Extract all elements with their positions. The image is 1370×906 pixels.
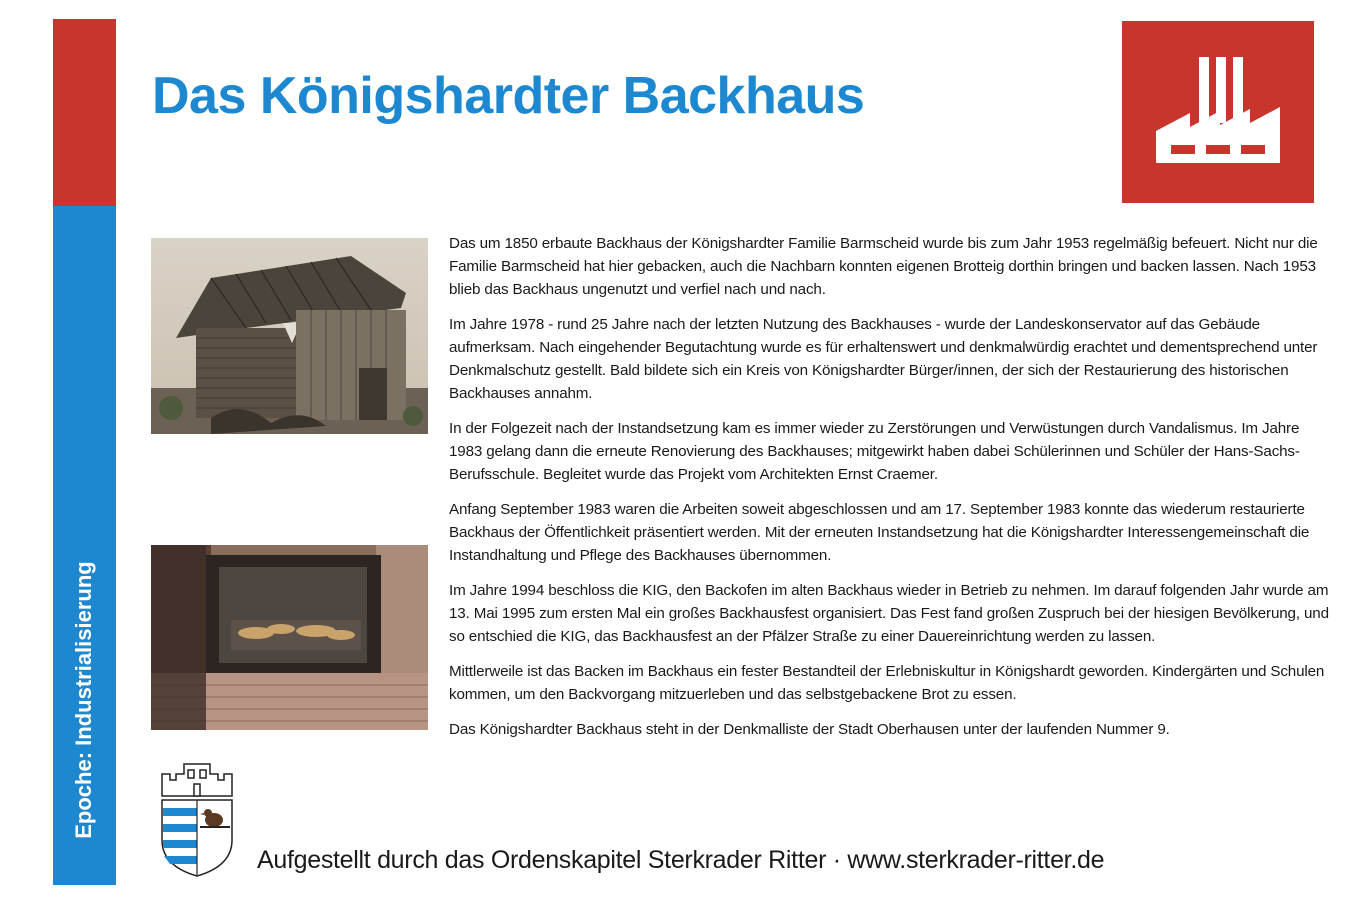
- backhaus-ruin-photo: [151, 238, 428, 434]
- page-title: Das Königshardter Backhaus: [152, 67, 865, 125]
- paragraph: Im Jahre 1978 - rund 25 Jahre nach der letzten Nutzung des Backhauses - wurde der Landeskonservator auf das Gebäude aufmerksam. Nach eingehender Begutachtung wurde es für erhaltenswert und denkmalwürdig erachtet und dementsprechend unter Denkmalschutz gestellt. Bald bildete sich ein Kreis von Königshardter Bürger/innen, der sich der Restaurierung des historischen Backhauses annahm.: [449, 316, 1318, 402]
- paragraph: Im Jahre 1994 beschloss die KIG, den Backofen im alten Backhaus wieder in Betrieb zu nehmen. Im darauf folgenden Jahr wurde am 13. Mai 1995 zum ersten Mal ein großes Backhausfest organisiert. Das Fest fand großen Zuspruch bei der hiesigen Bevölkerung, und so entschied die KIG, das Backhausfest an der Pfälzer Straße zu einer Dauereinrichtung werden zu lassen.: [449, 582, 1329, 645]
- sidebar-red-band: [53, 19, 116, 206]
- body-text: [449, 232, 1329, 753]
- factory-icon: [1122, 21, 1314, 203]
- paragraph: Mittlerweile ist das Backen im Backhaus ein fester Bestandteil der Erlebniskultur in Königshardt geworden. Kindergärten und Schulen kommen, um den Backvorgang mitzuerleben und das selbstgebackene Brot zu essen.: [449, 663, 1325, 703]
- paragraph: Das Königshardter Backhaus steht in der Denkmalliste der Stadt Oberhausen unter der laufenden Nummer 9.: [449, 721, 1170, 738]
- paragraph: Das um 1850 erbaute Backhaus der Königshardter Familie Barmscheid wurde bis zum Jahr 1953 regelmäßig befeuert. Nicht nur die Familie Barmscheid hat hier gebacken, auch die Nachbarn konnten eigenen Brotteig dorthin bringen und backen lassen. Nach 1953 blieb das Backhaus ungenutzt und verfiel nach und nach.: [449, 235, 1318, 298]
- paragraph: In der Folgezeit nach der Instandsetzung kam es immer wieder zu Zerstörungen und Verwüstungen durch Vandalismus. Im Jahre 1983 gelang dann die erneute Renovierung des Backhauses; mitgewirkt haben dabei Schülerinnen und Schüler der Hans-Sachs-Berufsschule. Begleitet wurde das Projekt vom Architekten Ernst Craemer.: [449, 420, 1300, 483]
- epoch-label: Epoche: Industrialisierung: [71, 561, 96, 839]
- bread-oven-photo: [151, 545, 428, 730]
- coat-of-arms-icon: [158, 760, 236, 878]
- paragraph: Anfang September 1983 waren die Arbeiten soweit abgeschlossen und am 17. September 1983 konnte das wiederum restaurierte Backhaus der Öffentlichkeit präsentiert werden. Mit der erneuten Instandsetzung hat die Königshardter Interessengemeinschaft die Instandhaltung und Pflege des Backhauses übernommen.: [449, 501, 1310, 564]
- footer-credit: Aufgestellt durch das Ordenskapitel Sterkrader Ritter · www.sterkrader-ritter.de: [257, 846, 1105, 874]
